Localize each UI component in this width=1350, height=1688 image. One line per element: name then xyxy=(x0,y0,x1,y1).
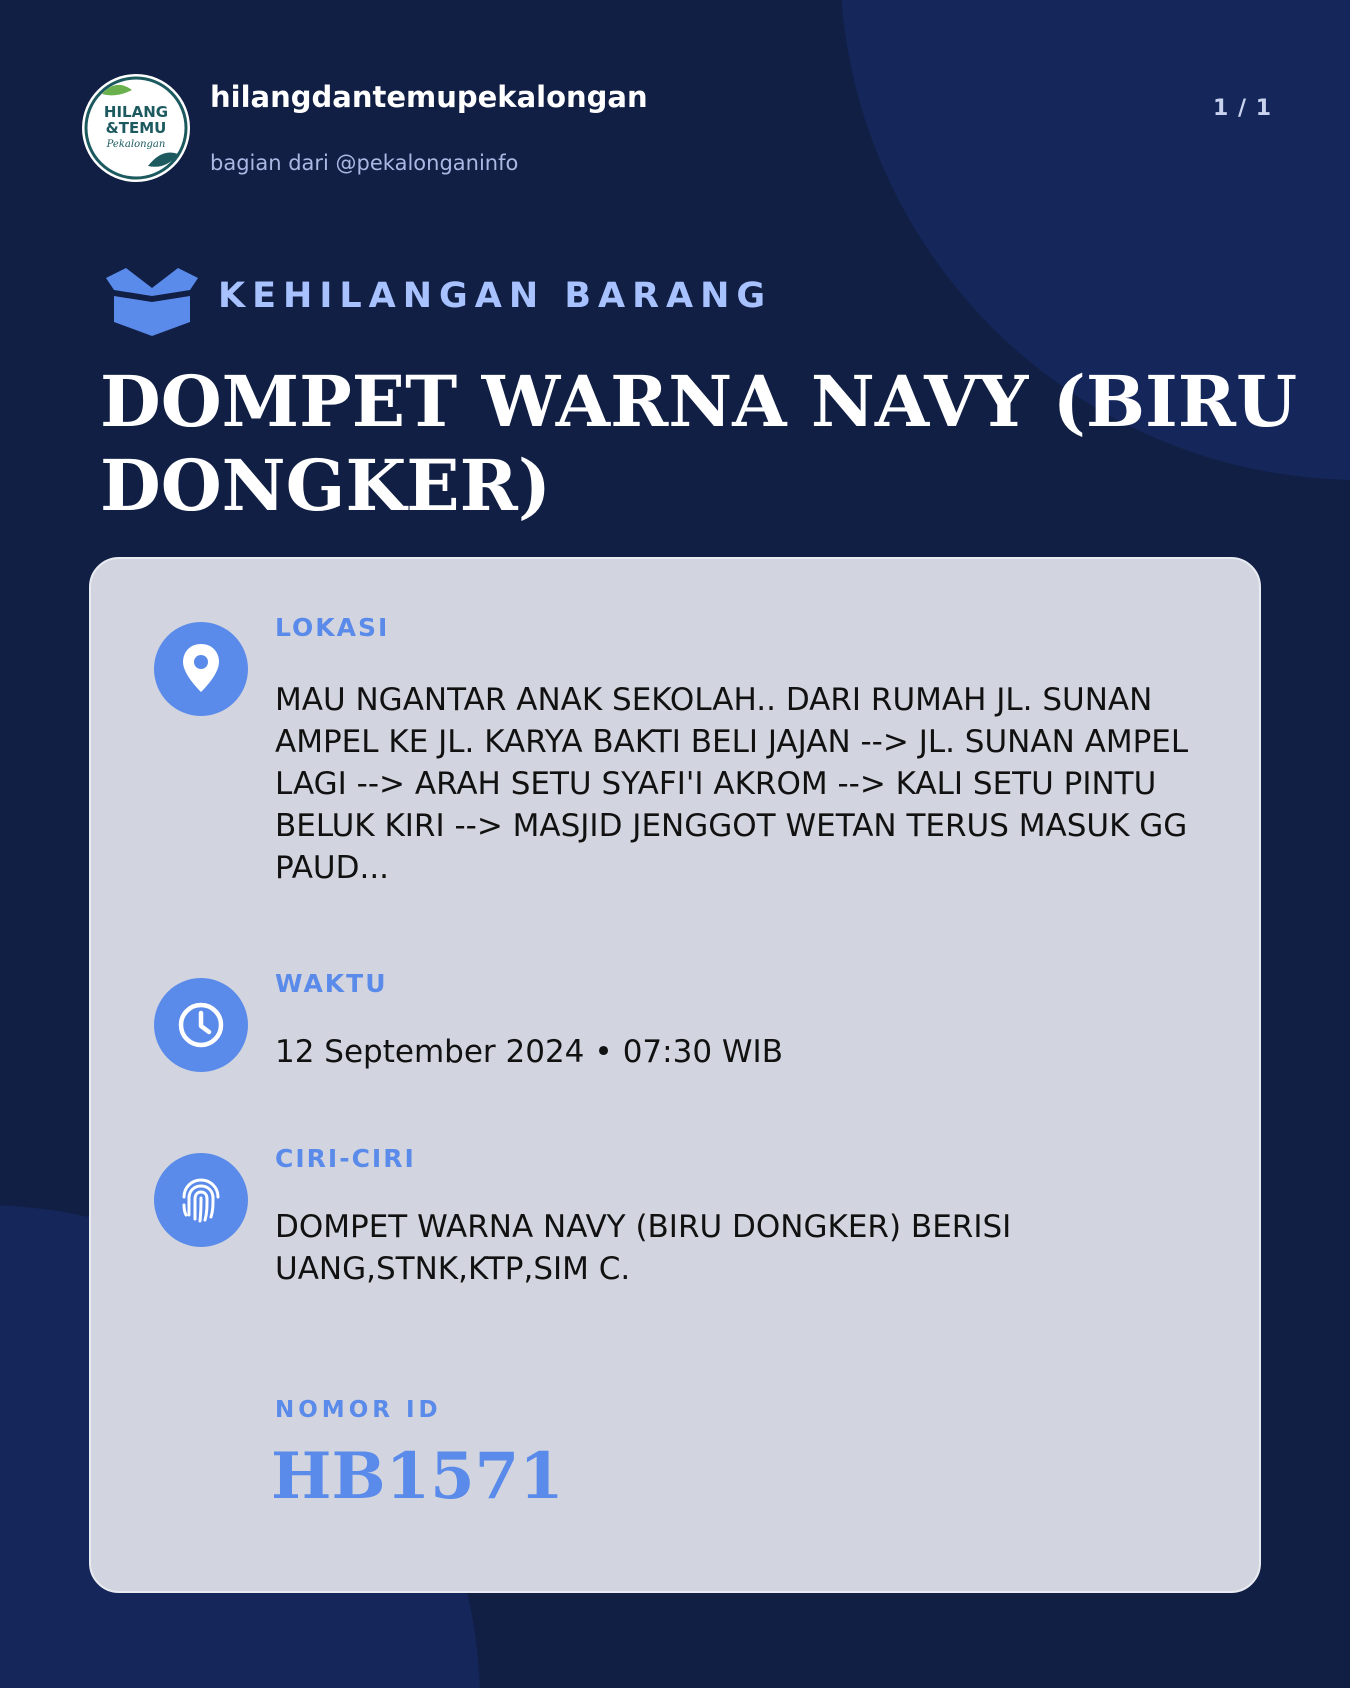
fingerprint-icon xyxy=(154,1153,248,1247)
time-value xyxy=(275,1031,1215,1073)
location-label: LOKASI xyxy=(275,613,390,642)
page-counter: 1 / 1 xyxy=(1213,96,1272,121)
account-subtitle: bagian dari @pekalonganinfo xyxy=(210,151,519,175)
details-card xyxy=(89,557,1261,1593)
features-icon-circle xyxy=(154,1153,248,1247)
location-pin-icon xyxy=(154,622,248,716)
time-separator: • xyxy=(594,1034,613,1070)
category-label: KEHILANGAN BARANG xyxy=(218,276,773,316)
location-icon-circle xyxy=(154,622,248,716)
features-label: CIRI-CIRI xyxy=(275,1144,416,1173)
features-value: DOMPET WARNA NAVY (BIRU DONGKER) BERISI UANG,STNK,KTP,SIM C. xyxy=(275,1209,1012,1287)
time-icon-circle xyxy=(154,978,248,1072)
time-clock: 07:30 WIB xyxy=(622,1034,783,1070)
page-title: DOMPET WARNA NAVY (BIRU DONGKER) xyxy=(100,360,1298,527)
box-icon xyxy=(104,266,200,336)
clock-icon xyxy=(154,978,248,1072)
avatar[interactable] xyxy=(82,74,190,182)
logo-subtitle: Pekalongan xyxy=(106,139,166,150)
account-name[interactable]: hilangdantemupekalongan xyxy=(210,80,648,114)
id-value: HB1571 xyxy=(271,1439,564,1514)
logo-title: HILANG &TEMU xyxy=(103,103,169,137)
time-label: WAKTU xyxy=(275,969,388,998)
time-date: 12 September 2024 xyxy=(275,1034,585,1070)
id-label: NOMOR ID xyxy=(275,1397,442,1423)
post-header xyxy=(82,74,1272,184)
location-value: MAU NGANTAR ANAK SEKOLAH.. DARI RUMAH JL. SUNAN AMPEL KE JL. KARYA BAKTI BELI JAJAN --> JL. SUNAN AMPEL LAGI --> ARAH SETU SYAFI'I AKROM --> KALI SETU PINTU BELUK KIRI --> MASJID JENGGOT WETAN TERUS MASUK GG PAUD... xyxy=(275,682,1189,886)
